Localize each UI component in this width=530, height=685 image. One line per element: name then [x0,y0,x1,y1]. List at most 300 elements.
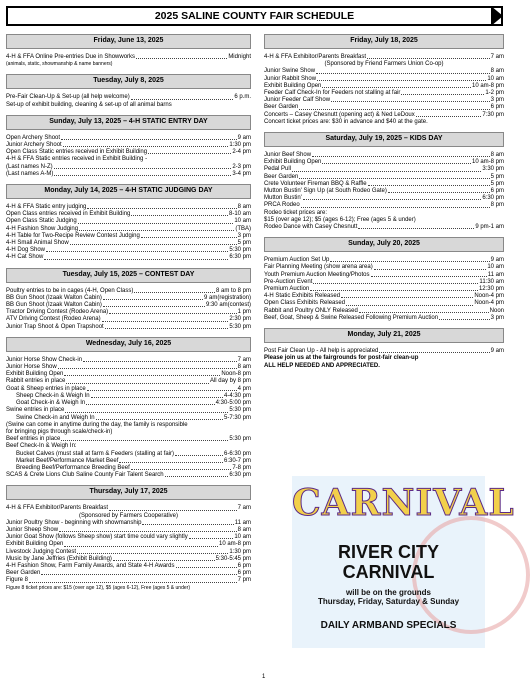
event-name: Junior Feeder Calf Show [264,97,331,104]
event-time: 9 am [490,257,504,264]
dot-leader [103,295,203,300]
event-name: Tractor Driving Contest (Rodeo Arena) [6,309,109,316]
event-name: Feeder Calf Check-In for Feeders not stalling at fair [264,90,401,97]
schedule-section [264,34,504,126]
schedule-row [264,202,504,209]
dot-leader [29,577,237,582]
dot-leader [54,164,232,169]
event-name: Junior Beef Show [264,152,312,159]
schedule-row [6,240,251,247]
event-name: Beer Garden [264,173,299,180]
schedule-row [6,233,251,240]
event-time: 7 am [237,356,251,363]
schedule-note: $15 (over age 12); $5 (ages 6-12); Free (ages 5 & under) [264,216,416,223]
event-time: 7-8 pm [232,464,251,471]
event-time: 2-3 pm [232,163,251,170]
carnival-name-line1: RIVER CITY [337,542,439,562]
event-name: 4-H Fashion Show Judging [6,225,79,232]
dot-leader [134,288,215,293]
event-time: 9 am [237,134,251,141]
schedule-section [6,34,251,68]
section-header: Friday, June 13, 2025 [6,34,251,49]
schedule-row [6,371,251,378]
event-name: Exhibit Building Open [6,371,64,378]
event-name: Poultry entries to be in cages (4-H, Open Class) [6,287,134,294]
schedule-row [264,152,504,159]
schedule-row [6,54,251,61]
schedule-row [6,520,251,527]
dot-leader [64,541,218,546]
dot-leader [87,204,236,209]
carnival-grounds-line1: will be on the grounds [346,588,431,597]
event-name: Beer Garden [264,104,299,111]
dot-leader [341,293,473,298]
carnival-ad [292,476,515,648]
dot-leader [64,371,220,376]
event-time: 3 pm [237,232,251,239]
dot-leader [109,309,237,314]
schedule-row [6,357,251,364]
event-time: 2:30 pm [229,316,251,323]
dot-leader [83,357,237,362]
dot-leader [102,316,229,321]
arrow-icon [491,6,503,26]
event-name: Music by Jane Jeffries (Exhibit Building) [6,555,112,562]
event-name: Goat & Sheep entries in place [6,385,86,392]
event-time: 7 pm [237,577,251,584]
schedule-row [6,302,251,309]
schedule-section [264,132,504,231]
schedule-row [6,415,251,422]
event-time: 6-6:30 pm [223,450,251,457]
dot-leader [368,181,490,186]
event-name: (Last names N-Z) [6,163,53,170]
event-name: Swine Check-in and Weigh In [16,414,95,421]
section-header: Tuesday, July 8, 2025 [6,74,251,89]
event-time: 5 pm [237,240,251,247]
event-name: Figure 8 [6,577,29,584]
schedule-row [6,247,251,254]
section-header: Saturday, July 19, 2025 – KIDS DAY [264,132,504,147]
dot-leader [165,472,229,477]
schedule-row [6,295,251,302]
schedule-row [264,300,504,307]
dot-leader [91,393,223,398]
carnival-grounds-line2: Thursday, Friday, Saturday & Sunday [317,597,460,606]
event-time: 10 am-8 pm [218,541,251,548]
event-name: 4-H Cat Show [6,254,44,261]
event-time: All day by 8 pm [209,378,251,385]
schedule-section [6,74,251,108]
event-time: 8 am [490,152,504,159]
event-time: 6:30 pm [229,472,251,479]
dot-leader [175,451,223,456]
schedule-row [264,97,504,104]
schedule-note: 4-H & FFA Static entries received in Exhibit Building - [6,156,148,163]
dot-leader [63,142,229,147]
event-name: Youth Premium Auction Meeting/Photos [264,271,370,278]
event-time: 1:30 pm [229,142,251,149]
event-name: Bucket Calves (must stall at farm & Feeders (stalling at fair) [16,450,175,457]
schedule-row [6,324,251,331]
dot-leader [103,302,205,307]
event-name: Open Class Static Judging [6,218,77,225]
event-time: 3 pm [490,314,504,321]
event-name: Open Class Exhibits Released [264,300,346,307]
event-time: 11 am [487,271,504,278]
schedule-row [6,226,251,233]
dot-leader [388,188,490,193]
section-header: Sunday, July 13, 2025 – 4-H STATIC ENTRY DAY [6,115,251,130]
schedule-note: (Sponsored by Friend Farmers Union Co-op) [324,61,444,68]
dot-leader [299,104,489,109]
schedule-row [6,218,251,225]
schedule-row [264,174,504,181]
dot-leader [70,240,237,245]
page-title [6,6,503,26]
event-time: 7:30 pm [482,111,504,118]
event-name: SCAS & Crete Lions Club Saline County Fair Talent Search [6,472,164,479]
event-name: Goat Check-in & Weigh In [16,400,86,407]
event-name: PRCA Rodeo [264,202,300,209]
event-time: 8 am [237,204,251,211]
event-name: 4-H & FFA Static entry judging [6,204,87,211]
dot-leader [371,272,487,277]
schedule-note: Beef Check-In & Weigh In: [6,443,77,450]
event-name: 4-H & FFA Exhibitor/Parents Breakfast [264,54,367,60]
event-name: Market Beef/Performance Market Beef [16,457,119,464]
schedule-row [6,472,251,479]
event-name: Rabbit entries in place [6,378,66,385]
dot-leader [141,233,237,238]
schedule-row [6,288,251,295]
dot-leader [136,54,227,59]
event-time: 10 am [234,218,251,225]
event-time: 8 am [237,526,251,533]
event-time: 11:30 am [479,278,504,285]
event-name: Junior Horse Show [6,364,57,371]
dot-leader [66,378,209,383]
event-time: 7 am [237,505,251,512]
event-name: Junior Horse Show Check-in [6,356,83,363]
event-name: BB Gun Shoot (Izaak Walton Cabin) [6,302,102,309]
event-time: 10 am [487,75,504,82]
event-name: Junior Archery Shoot [6,142,62,149]
event-time: 5:30-5:45 pm [215,555,251,562]
dot-leader [61,436,228,441]
dot-leader [346,300,473,305]
schedule-row [264,76,504,83]
event-name: Premium Auction Set Up [264,257,330,264]
schedule-note: (Sponsored by Farmers Cooperative) [78,512,179,519]
schedule-row [264,264,504,271]
carnival-specials: DAILY ARMBAND SPECIALS [320,620,457,631]
schedule-note: Please join us at the fairgrounds for post-fair clean-up [264,355,419,362]
dot-leader [176,563,237,568]
dot-leader [96,415,223,420]
dot-leader [416,112,482,117]
schedule-row [264,257,504,264]
event-name: Sheep Check-in & Weigh In [16,392,90,399]
event-time: Noon-4 pm [474,293,504,300]
schedule-row [6,451,251,458]
dot-leader [317,76,486,81]
event-time: (TBA) [235,225,251,232]
schedule-row [6,570,251,577]
event-name: 4-H Fashion Show, Farm Family Awards, and State 4-H Awards [6,562,175,569]
event-time: 5-7:30 pm [223,414,251,421]
schedule-row [6,378,251,385]
event-name: ATV Driving Contest (Rodeo Arena) [6,316,101,323]
dot-leader [312,152,490,157]
event-time: 1-2 pm [485,90,504,97]
schedule-row [6,309,251,316]
event-name: 4-H Static Exhibits Released [264,293,341,300]
schedule-note: for bringing pigs through scale/check-in) [6,428,113,435]
event-name: Exhibit Building Open [264,159,322,166]
dot-leader [401,90,484,95]
schedule-note: ALL HELP NEEDED AND APPRECIATED. [264,362,380,369]
event-time: 6:30-7 pm [223,457,251,464]
dot-leader [86,400,214,405]
event-name: Premium Auction [264,286,310,293]
event-name: Exhibit Building Open [264,82,322,89]
event-time: 10 am [234,534,251,541]
event-time: 5:30 pm [229,247,251,254]
schedule-row [6,386,251,393]
schedule-row [264,90,504,97]
schedule-row [6,142,251,149]
event-time: 1:30 pm [229,548,251,555]
event-time: 1 pm [237,309,251,316]
section-header: Friday, July 18, 2025 [264,34,504,49]
dot-leader [358,224,474,229]
section-header: Monday, July 14, 2025 – 4-H STATIC JUDGING DAY [6,184,251,199]
section-header: Tuesday, July 15, 2025 – CONTEST DAY [6,268,251,283]
schedule-row [6,465,251,472]
event-name: Junior Goat Show (follows Sheep show) start time could vary slightly [6,534,188,541]
dot-leader [379,348,489,353]
event-name: Mutton Bustin' Sign Up (at South Rodeo Gate) [264,188,387,195]
section-header: Thursday, July 17, 2025 [6,485,251,500]
dot-leader [359,308,489,313]
event-time: 10 am-8 pm [471,82,504,89]
left-column [6,34,251,598]
event-time: Noon-4 pm [474,300,504,307]
event-time: 4-4:30 pm [223,392,251,399]
schedule-row [264,279,504,286]
event-time: 8-10 am [228,211,251,218]
event-name: Exhibit Building Open [6,541,64,548]
schedule-row [264,308,504,315]
schedule-row [264,112,504,119]
event-name: Mutton Bustin' [264,195,302,202]
event-name: Junior Rabbit Show [264,75,317,82]
schedule-row [264,68,504,75]
event-time: 9:30 am(contest) [205,302,251,309]
schedule-row [264,166,504,173]
event-name: Junior Poultry Show - beginning with showmanship [6,519,142,526]
dot-leader [61,135,237,140]
dot-leader [109,505,237,510]
schedule-row [264,195,504,202]
event-time: 5:30 pm [229,323,251,330]
event-time: 3 pm [490,97,504,104]
dot-leader [331,97,490,102]
schedule-row [6,254,251,261]
event-name: Beef entries in place [6,436,61,443]
event-time: 4 pm [237,385,251,392]
schedule-row [6,135,251,142]
dot-leader [46,247,228,252]
dot-leader [78,218,234,223]
schedule-row [264,104,504,111]
event-time: 2-4 pm [232,149,251,156]
schedule-row [6,400,251,407]
schedule-row [264,83,504,90]
event-name: Open Class Static entries received in Exhibit Building [6,149,148,156]
event-time: 6:30 pm [482,195,504,202]
schedule-row [264,315,504,322]
section-header: Monday, July 21, 2025 [264,328,504,343]
event-name: Post Fair Clean Up - All help is appreciated [264,348,379,355]
title-text: 2025 SALINE COUNTY FAIR SCHEDULE [154,10,355,22]
dot-leader [113,556,215,561]
dot-leader [299,174,489,179]
schedule-note: Figure 8 ticket prices are: $15 (over age 12), $5 (ages 6-12), Free (ages 5 & under) [6,584,190,591]
schedule-note: (Swine can come in anytime during the day, the family is responsible [6,421,188,428]
event-time: 3-4 pm [232,170,251,177]
event-time: 9 am [490,348,504,355]
event-name: (Last names A-M) [6,170,54,177]
event-time: 6 pm [237,562,251,569]
event-name: Junior Trap Shoot & Open Trapshoot [6,323,104,330]
carnival-name-line2: CARNIVAL [342,562,435,582]
schedule-section [6,485,251,591]
event-name: Breeding Beef/Performance Breeding Beef [16,464,130,471]
event-time: Noon-8 pm [221,371,251,378]
event-time: 6:30 pm [229,254,251,261]
schedule-section [6,184,251,262]
schedule-note: Set-up of exhibit building, cleaning & set-up of all animal barns [6,101,172,108]
event-name: Open Class entries received in Exhibit Building [6,211,131,218]
event-time: 6 p.m. [234,94,251,101]
event-time: 4:30-5:00 pm [215,400,251,407]
event-time: 8 pm [490,202,504,209]
event-name: Concerts – Casey Chesnutt (opening act) & Ned LeDoux [264,111,415,118]
event-time: 10 am [487,264,504,271]
event-time: 3:30 pm [482,166,504,173]
dot-leader [313,279,478,284]
schedule-row [6,171,251,178]
carnival-dates [292,588,485,606]
schedule-row [6,436,251,443]
event-time: 5:30 pm [229,436,251,443]
right-column [264,34,504,376]
event-time: 8 am to 8 pm [215,287,251,294]
schedule-row [264,159,504,166]
dot-leader [303,195,481,200]
dot-leader [65,407,228,412]
schedule-row [264,224,504,231]
event-time: 7 am [490,54,504,60]
schedule-row [6,149,251,156]
event-name: Junior Swine Show [264,68,316,75]
schedule-row [6,316,251,323]
schedule-section [264,237,504,322]
event-time: Midnight [228,54,251,60]
event-time: 8 am [490,68,504,75]
event-time: 9 pm-1 am [475,224,504,231]
event-name: Pedal Pull [264,166,292,173]
dot-leader [131,465,232,470]
dot-leader [189,534,234,539]
schedule-row [6,407,251,414]
dot-leader [87,386,237,391]
dot-leader [292,166,481,171]
dot-leader [77,549,228,554]
schedule-row [6,164,251,171]
event-name: Junior Sheep Show [6,526,59,533]
dot-leader [330,257,489,262]
event-name: 4-H & FFA Online Pre-entries Due in Showworks [6,54,136,60]
dot-leader [322,159,471,164]
event-time: 11 am [234,519,251,526]
dot-leader [59,527,237,532]
event-time: 6 pm [490,104,504,111]
dot-leader [44,254,228,259]
dot-leader [301,202,490,207]
schedule-row [264,272,504,279]
schedule-row [6,94,251,101]
schedule-row [264,286,504,293]
event-name: Beer Garden [6,570,41,577]
event-name: Rabbit and Poultry ONLY Released [264,307,358,314]
schedule-note: Concert ticket prices are: $30 in advance and $40 at the gate. [264,118,428,125]
dot-leader [310,286,478,291]
section-header: Wednesday, July 16, 2025 [6,337,251,352]
event-time: 9 am(registration) [203,294,251,301]
event-time: 12:30 pm [478,286,504,293]
schedule-row [6,458,251,465]
dot-leader [79,226,234,231]
carnival-logo: CARNIVAL [292,482,515,524]
event-name: Fair Planning Meeting (show arena area) [264,264,373,271]
event-time: Noon [489,307,504,314]
schedule-row [6,549,251,556]
schedule-note: (animals, static, showmanship & name banners) [6,61,113,68]
schedule-row [6,211,251,218]
event-name: Pre-Fair Clean-Up & Set-up (all help welcome) [6,94,130,101]
event-name: BB Gun Shoot (Izaak Walton Cabin) [6,294,102,301]
dot-leader [41,570,236,575]
schedule-row [6,534,251,541]
schedule-section [6,337,251,479]
schedule-row [264,181,504,188]
schedule-row [264,188,504,195]
schedule-row [6,527,251,534]
event-time: 5 pm [490,173,504,180]
schedule-row [6,364,251,371]
event-time: 8 am [237,364,251,371]
event-name: Open Archery Shoot [6,134,61,141]
carnival-name [292,542,485,582]
schedule-row [264,54,504,61]
schedule-section [264,328,504,370]
event-name: Crete Volunteer Fireman BBQ & Raffle [264,180,367,187]
dot-leader [54,171,231,176]
event-name: Livestock Judging Contest [6,548,77,555]
